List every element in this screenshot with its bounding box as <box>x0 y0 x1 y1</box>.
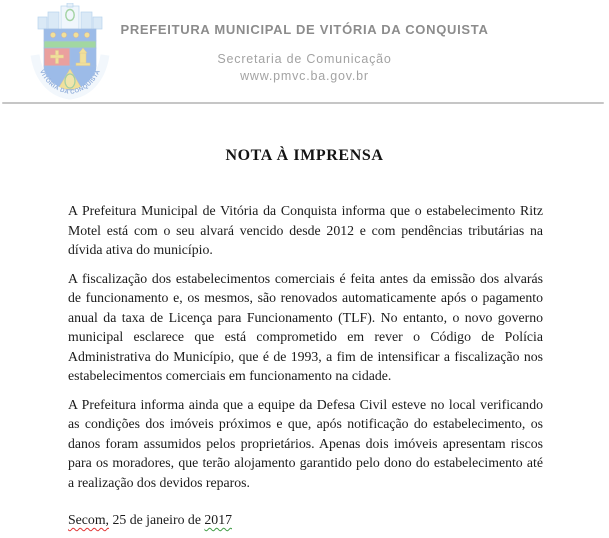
website-url: www.pmvc.ba.gov.br <box>240 69 369 83</box>
document-title: NOTA À IMPRENSA <box>225 147 384 164</box>
crest-motto-text: VITÓRIA DA CONQUISTA <box>38 69 102 97</box>
header-divider-line <box>2 102 604 104</box>
paragraph-1: A Prefeitura Municipal de Vitória da Conquista informa que o estabelecimento Ritz Motel está com o seu alvará vencido desde 2012 e com pendências tributárias na dívida ativa do município. <box>68 203 543 257</box>
signature-line <box>68 512 543 528</box>
document-body <box>68 201 543 492</box>
paragraph-3: A Prefeitura informa ainda que a equipe da Defesa Civil esteve no local verificando as condições dos imóveis próximos e que, após notificação do estabelecimento, os danos foram assumidos pelos proprietários. Apenas dois imóveis apresentam riscos para os moradores, que terão alojamento garantido pelo dono do estabelecimento até a realização dos devidos reparos. <box>68 396 543 490</box>
paragraph-2: A fiscalização dos estabelecimentos comerciais é feita antes da emissão dos alvarás de funcionamento e, os mesmos, são renovados automaticamente após o pagamento anual da taxa de Licença para Funcionamento (TLF). No entanto, o novo governo municipal esclarece que está comprometido em rever o Código de Polícia Administrativa do Município, que é de 1993, a fim de intensificar a fiscalização nos estabelecimentos comerciais em funcionamento na cidade. <box>68 270 543 383</box>
department-name: Secretaria de Comunicação <box>217 52 392 66</box>
signature-secom: Secom, <box>68 512 109 527</box>
municipal-crest-logo <box>30 3 110 100</box>
signature-date: 25 de janeiro de <box>112 512 201 527</box>
organization-name: PREFEITURA MUNICIPAL DE VITÓRIA DA CONQUISTA <box>120 22 489 37</box>
letterhead-header <box>0 0 609 103</box>
signature-year: 2017 <box>204 512 232 527</box>
